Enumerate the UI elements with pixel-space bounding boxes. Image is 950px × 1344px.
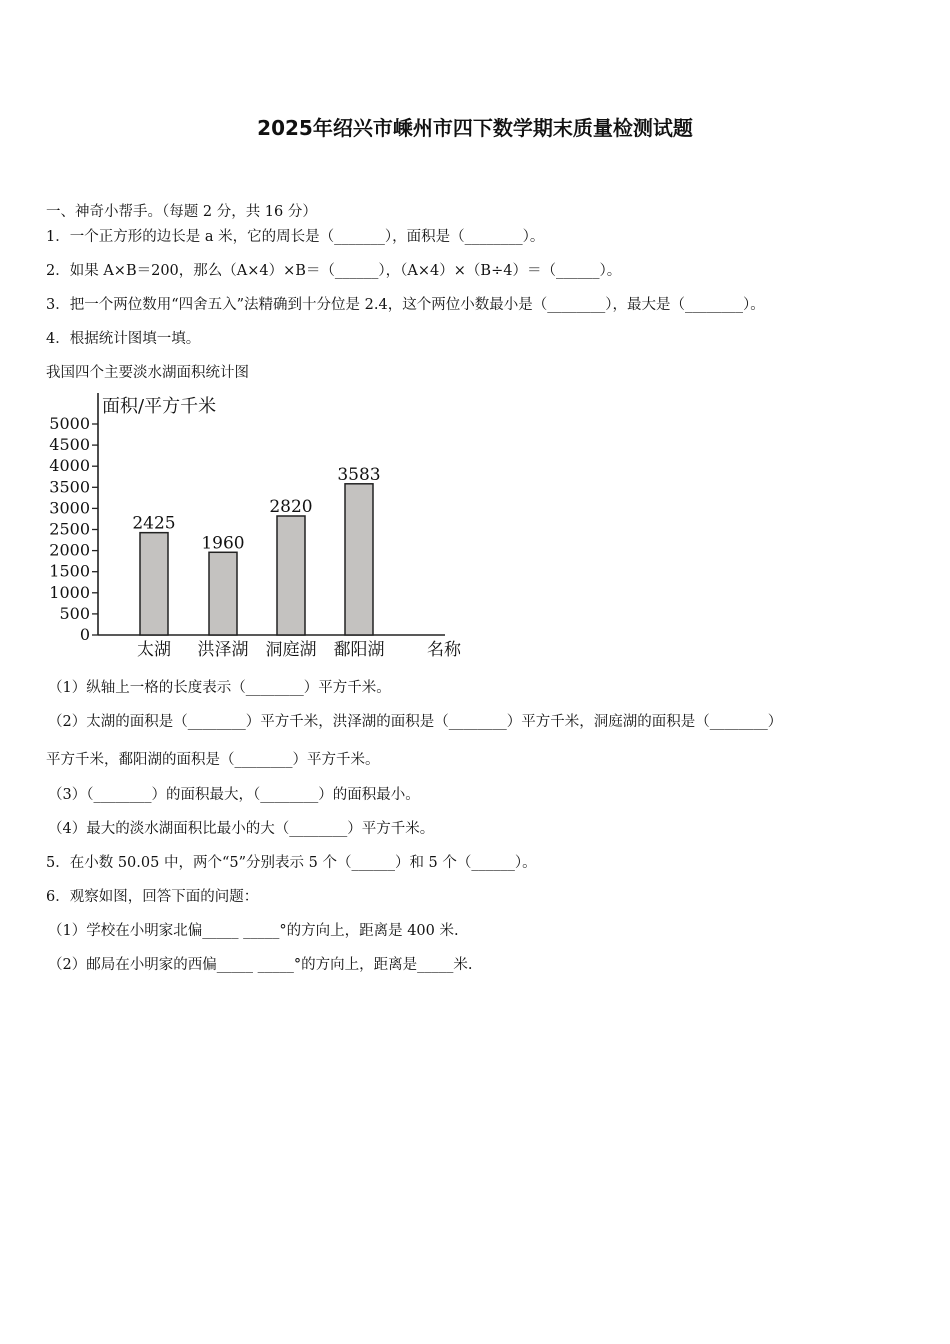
y-tick-label: 1000 bbox=[49, 582, 90, 602]
y-tick-label: 2000 bbox=[49, 540, 90, 560]
question-6-part-2: （2）邮局在小明家的西偏_____ _____°的方向上，距离是_____米. bbox=[48, 957, 473, 973]
question-2: 2．如果 A×B＝200，那么（A×4）×B＝（______），（A×4）×（B÷4）＝（______）。 bbox=[46, 263, 622, 279]
y-tick-label: 500 bbox=[59, 603, 90, 623]
bar-group bbox=[132, 465, 384, 660]
page-title: 2025年绍兴市嵊州市四下数学期末质量检测试题 bbox=[257, 116, 693, 140]
bar-value-label: 1960 bbox=[201, 533, 245, 554]
y-axis-ticks bbox=[49, 414, 98, 644]
bar-1 bbox=[140, 533, 168, 635]
x-axis-title: 名称 bbox=[427, 640, 461, 660]
section-heading: 一、神奇小帮手。（每题 2 分，共 16 分） bbox=[46, 204, 317, 220]
question-1: 1．一个正方形的边长是 a 米，它的周长是（_______），面积是（________）。 bbox=[46, 229, 545, 245]
bar-2 bbox=[209, 552, 237, 635]
y-tick-label: 0 bbox=[79, 625, 90, 644]
bar-value-label: 2425 bbox=[132, 513, 176, 534]
question-3: 3．把一个两位数用“四舍五入”法精确到十分位是 2.4，这个两位小数最小是（________），最大是（________）。 bbox=[46, 297, 765, 313]
bar-value-label: 2820 bbox=[269, 496, 313, 517]
sub-question-4: （4）最大的淡水湖面积比最小的大（________）平方千米。 bbox=[48, 821, 435, 837]
category-label: 太湖 bbox=[137, 640, 171, 660]
y-tick-label: 3000 bbox=[49, 498, 90, 518]
y-axis-title: 面积/平方千米 bbox=[102, 396, 217, 417]
question-6-part-1: （1）学校在小明家北偏_____ _____°的方向上，距离是 400 米. bbox=[48, 923, 459, 939]
y-tick-label: 4500 bbox=[49, 435, 90, 455]
bar-4 bbox=[345, 484, 373, 635]
chart-caption: 我国四个主要淡水湖面积统计图 bbox=[46, 365, 249, 381]
question-4: 4．根据统计图填一填。 bbox=[46, 331, 201, 347]
category-label: 鄱阳湖 bbox=[333, 640, 385, 660]
y-tick-label: 1500 bbox=[49, 561, 90, 581]
sub-question-2-cont: 平方千米，鄱阳湖的面积是（________）平方千米。 bbox=[46, 752, 380, 768]
sub-question-1: （1）纵轴上一格的长度表示（________）平方千米。 bbox=[48, 680, 391, 696]
question-5: 5．在小数 50.05 中，两个“5”分别表示 5 个（______）和 5 个（______）。 bbox=[46, 855, 537, 871]
y-tick-label: 3500 bbox=[49, 477, 90, 497]
sub-question-3: （3）（________）的面积最大，（________）的面积最小。 bbox=[48, 787, 420, 803]
bar-3 bbox=[277, 516, 305, 635]
sub-question-2: （2）太湖的面积是（________）平方千米，洪泽湖的面积是（________）平方千米，洞庭湖的面积是（________） bbox=[48, 714, 783, 730]
lake-area-bar-chart bbox=[40, 388, 480, 663]
question-6: 6．观察如图，回答下面的问题： bbox=[46, 889, 259, 905]
bar-value-label: 3583 bbox=[337, 464, 381, 485]
y-tick-label: 2500 bbox=[49, 519, 90, 539]
category-label: 洞庭湖 bbox=[265, 640, 317, 660]
y-tick-label: 5000 bbox=[49, 414, 90, 433]
y-tick-label: 4000 bbox=[49, 456, 90, 476]
category-label: 洪泽湖 bbox=[197, 640, 249, 660]
